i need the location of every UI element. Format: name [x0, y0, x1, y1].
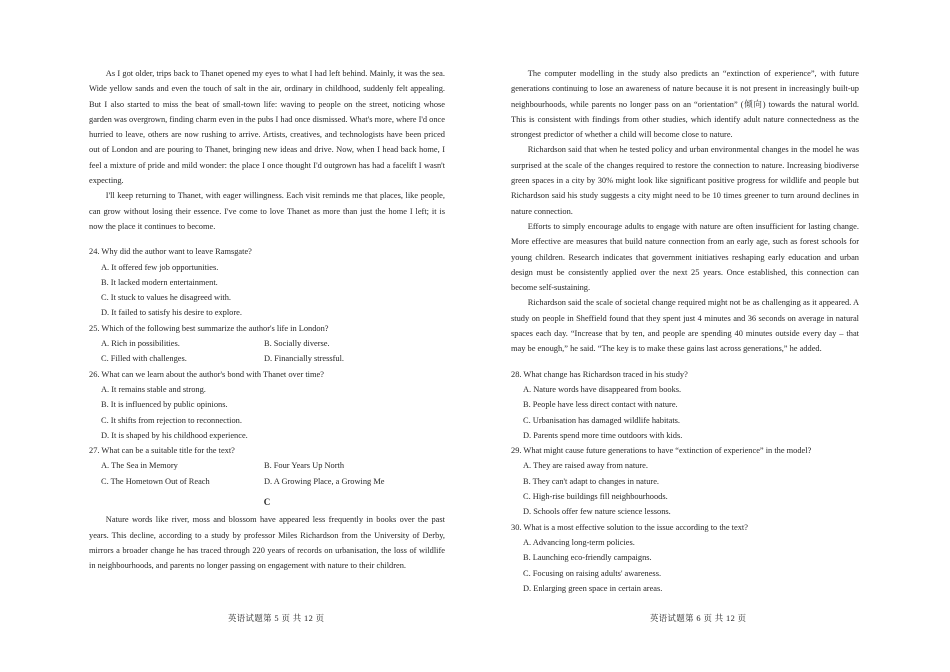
option: A. Nature words have disappeared from books.: [523, 384, 682, 394]
question-29: [511, 443, 859, 519]
passage-c-paragraph: The computer modelling in the study also predicts an “extinction of experience”, with future generations continuing to lose an awareness of nature because it is not present in increasingly built-up neighbourhoods, while parents no longer pass on an “orientation” (倾向) towards the natural world. This is consistent with findings from other studies, which identify adult nature connectedness as the strongest predictor of whether a child will become close to nature.: [511, 69, 859, 140]
option: B. Four Years Up North: [264, 461, 345, 471]
option: D. A Growing Place, a Growing Me: [264, 476, 385, 486]
section-heading: C: [263, 497, 271, 508]
right-page: [511, 66, 859, 596]
question-stem: 28. What change has Richardson traced in his study?: [511, 369, 688, 379]
page-footer: 英语试题第 5 页 共 12 页: [228, 614, 325, 623]
option: B. Launching eco-friendly campaigns.: [523, 553, 652, 563]
passage-c-paragraph: Richardson said the scale of societal change required might not be as challenging as it appeared. A study on people in Sheffield found that they spent just 4 minutes and 36 seconds on average in natural spaces each day. “Increase that by ten, and people are spending 40 minutes outside every day – that may be enough,” he said. “The key is to make these gains last across generations,” he added.: [511, 298, 859, 354]
option: C. Focusing on raising adults' awareness.: [523, 568, 662, 578]
option: A. They are raised away from nature.: [523, 461, 648, 471]
option: C. Filled with challenges.: [101, 354, 187, 364]
question-stem: 25. Which of the following best summarize the author's life in London?: [89, 323, 329, 333]
option: B. People have less direct contact with nature.: [523, 400, 678, 410]
question-stem: 26. What can we learn about the author's bond with Thanet over time?: [89, 369, 324, 379]
option: A. It offered few job opportunities.: [101, 262, 219, 272]
passage-b-paragraph: As I got older, trips back to Thanet opened my eyes to what I had left behind. Mainly, it was the sea. Wide yellow sands and even the touch of salt in the air, ordinary in childhood, suddenly felt appealing. But I also started to miss the beat of small-town life: waving to people on the street, noticing whose garden was overgrown, finding charm even in the pubs I had once dismissed. What's more, where I'd once hurried to leave, others are now rushing to arrive. Artists, creatives, and technologists have been priced out of London and are pouring to Thanet, bringing new ideas and drive. Now, when I head back home, I feel a mixture of pride and mild wonder: the place I once thought I'd outgrown has had a facelift I wasn't expecting.: [89, 69, 445, 186]
question-stem: 24. Why did the author want to leave Ramsgate?: [89, 247, 252, 257]
option: D. It is shaped by his childhood experience.: [101, 430, 248, 440]
option: A. The Sea in Memory: [101, 461, 178, 471]
option: A. It remains stable and strong.: [101, 384, 206, 394]
page-footer: 英语试题第 6 页 共 12 页: [650, 614, 747, 623]
option-row: [101, 458, 445, 473]
option: B. It lacked modern entertainment.: [101, 277, 218, 287]
left-page: [89, 66, 445, 574]
passage-c-paragraph: Nature words like river, moss and blossom have appeared less frequently in books over the past years. This decline, according to a study by professor Miles Richardson from the University of Derby, mirrors a broader change he has traced through 220 years of records on urbanisation, the loss of wildlife in neighbourhoods, and parents no longer passing on engagement with nature to their children.: [89, 515, 445, 571]
option: C. It stuck to values he disagreed with.: [101, 293, 232, 303]
passage-c-paragraph: Richardson said that when he tested policy and urban environmental changes in the model he was surprised at the scale of the changes required to restore the connection to nature. Increasing biodiverse green spaces in a city by 30% might look like significant positive progress for wildlife and people but Richardson said his study suggests a city might need to be 10 times greener to turn around declines in nature connection.: [511, 145, 859, 216]
option: B. They can't adapt to changes in nature.: [523, 476, 660, 486]
question-26: [89, 367, 445, 443]
question-27: [89, 443, 445, 489]
question-stem: 30. What is a most effective solution to the issue according to the text?: [511, 522, 748, 532]
option: C. It shifts from rejection to reconnection.: [101, 415, 242, 425]
option: D. Schools offer few nature science lessons.: [523, 507, 671, 517]
option: C. The Hometown Out of Reach: [101, 476, 210, 486]
question-stem: 29. What might cause future generations to have “extinction of experience” in the model?: [511, 446, 812, 456]
option: D. It failed to satisfy his desire to explore.: [101, 308, 242, 318]
question-25: [89, 321, 445, 367]
question-28: [511, 367, 859, 443]
option: A. Advancing long-term policies.: [523, 537, 635, 547]
option: C. Urbanisation has damaged wildlife habitats.: [523, 415, 680, 425]
question-30: [511, 520, 859, 596]
question-24: [89, 244, 445, 320]
passage-b-paragraph: I'll keep returning to Thanet, with eager willingness. Each visit reminds me that places, like people, can grow without losing their essence. I've come to love Thanet as more than just the home I left; it is now the place it continues to become.: [89, 191, 445, 231]
passage-c-paragraph: Efforts to simply encourage adults to engage with nature are often insufficient for lasting change. More effective are measures that build nature connection from an early age, such as forest schools for young children. Research indicates that government initiatives reshaping early education and urban design must be consistently applied over the next 25 years. Once established, this connection can become self-sustaining.: [511, 221, 859, 293]
option: D. Parents spend more time outdoors with kids.: [523, 430, 683, 440]
option: D. Enlarging green space in certain areas.: [523, 583, 663, 593]
option: A. Rich in possibilities.: [101, 339, 180, 349]
option-row: [101, 351, 445, 366]
option: B. Socially diverse.: [264, 339, 330, 349]
option: C. High-rise buildings fill neighbourhoods.: [523, 492, 668, 502]
option-row: [101, 336, 445, 351]
question-stem: 27. What can be a suitable title for the text?: [89, 446, 235, 456]
option: D. Financially stressful.: [264, 354, 345, 364]
option-row: [101, 474, 445, 489]
option: B. It is influenced by public opinions.: [101, 400, 228, 410]
